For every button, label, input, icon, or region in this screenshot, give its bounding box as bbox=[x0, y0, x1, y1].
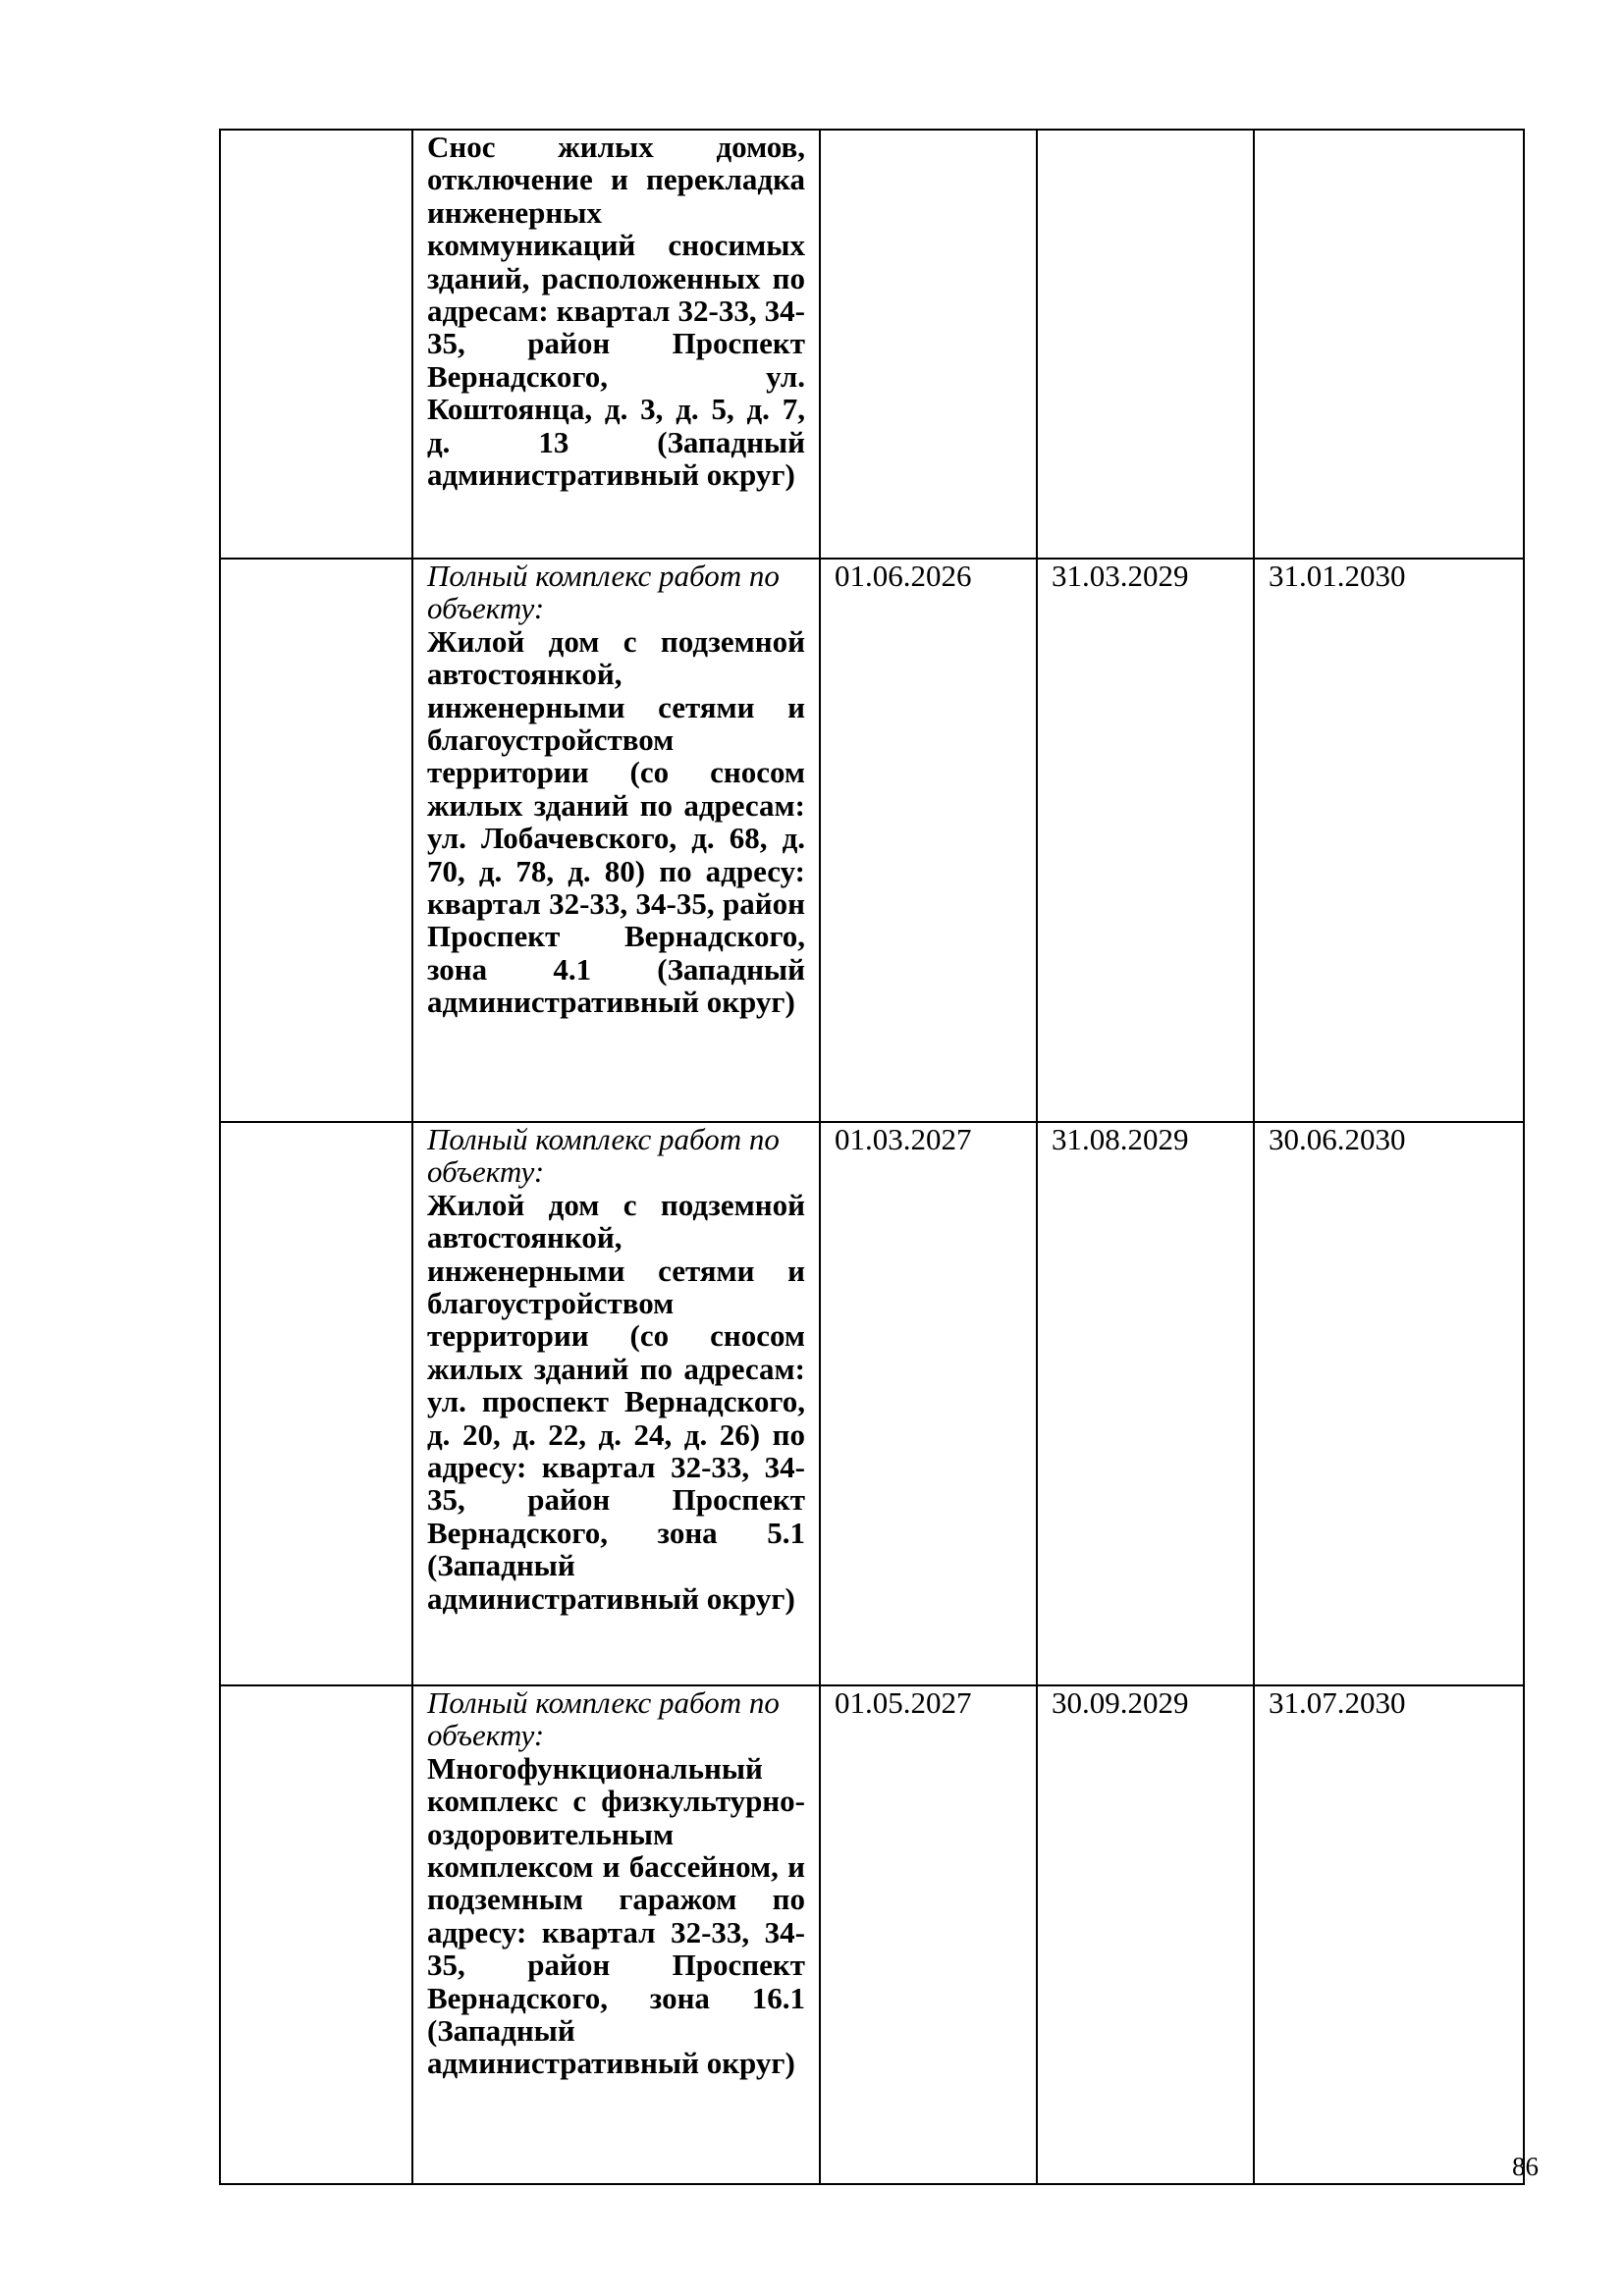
start-date-cell bbox=[820, 1122, 1037, 1685]
mid-date-cell bbox=[1037, 1122, 1254, 1685]
page-number: 86 bbox=[1512, 2152, 1539, 2181]
start-date: 01.05.2027 bbox=[835, 1685, 972, 1720]
mid-date: 31.08.2029 bbox=[1052, 1122, 1189, 1156]
work-scope-intro: Полный комплекс работ по объекту: bbox=[427, 559, 780, 626]
end-date-cell bbox=[1254, 130, 1524, 559]
description-cell bbox=[412, 1122, 820, 1685]
table-row bbox=[220, 130, 1524, 559]
end-date: 31.01.2030 bbox=[1269, 559, 1406, 593]
start-date: 01.03.2027 bbox=[835, 1122, 972, 1156]
index-cell bbox=[220, 1122, 412, 1685]
object-description: Жилой дом с подземной автостоянкой, инженерными сетями и благоустройством территории (со сносом жилых зданий по адресам: ул. Лобачевского, д. 68, д. 70, д. 78, д. 80) по адресу: квартал 32-33, 34-35, район Проспект Вернадского, зона 4.1 (Западный административный округ) bbox=[427, 623, 805, 1020]
description-cell bbox=[412, 130, 820, 559]
table-row bbox=[220, 559, 1524, 1122]
index-cell bbox=[220, 130, 412, 559]
mid-date: 31.03.2029 bbox=[1052, 559, 1189, 593]
description-cell bbox=[412, 559, 820, 1122]
start-date-cell bbox=[820, 1685, 1037, 2184]
schedule-table bbox=[219, 129, 1525, 2185]
end-date-cell bbox=[1254, 1685, 1524, 2184]
description-cell bbox=[412, 1685, 820, 2184]
work-scope-intro: Полный комплекс работ по объекту: bbox=[427, 1685, 780, 1753]
index-cell bbox=[220, 1685, 412, 2184]
table-row bbox=[220, 1122, 1524, 1685]
object-description: Снос жилых домов, отключение и перекладка инженерных коммуникаций сносимых зданий, расположенных по адресам: квартал 32-33, 34-35, район Проспект Вернадского, ул. Коштоянца, д. 3, д. 5, д. 7, д. 13 (Западный административный округ) bbox=[427, 130, 805, 493]
end-date-cell bbox=[1254, 559, 1524, 1122]
start-date-cell bbox=[820, 130, 1037, 559]
object-description: Многофункциональный комплекс с физкультурно-оздоровительным комплексом и бассейном, и подземным гаражом по адресу: квартал 32-33, 34-35, район Проспект Вернадского, зона 16.1 (Западный административный округ) bbox=[427, 1750, 805, 2081]
mid-date: 30.09.2029 bbox=[1052, 1685, 1189, 1720]
mid-date-cell bbox=[1037, 130, 1254, 559]
end-date-cell bbox=[1254, 1122, 1524, 1685]
object-description: Жилой дом с подземной автостоянкой, инженерными сетями и благоустройством территории (со сносом жилых зданий по адресам: ул. проспект Вернадского, д. 20, д. 22, д. 24, д. 26) по адресу: квартал 32-33, 34-35, район Проспект Вернадского, зона 5.1 (Западный административный округ) bbox=[427, 1187, 805, 1616]
mid-date-cell bbox=[1037, 559, 1254, 1122]
index-cell bbox=[220, 559, 412, 1122]
start-date: 01.06.2026 bbox=[835, 559, 972, 593]
mid-date-cell bbox=[1037, 1685, 1254, 2184]
end-date: 30.06.2030 bbox=[1269, 1122, 1406, 1156]
table-row bbox=[220, 1685, 1524, 2184]
work-scope-intro: Полный комплекс работ по объекту: bbox=[427, 1122, 780, 1190]
end-date: 31.07.2030 bbox=[1269, 1685, 1406, 1720]
start-date-cell bbox=[820, 559, 1037, 1122]
